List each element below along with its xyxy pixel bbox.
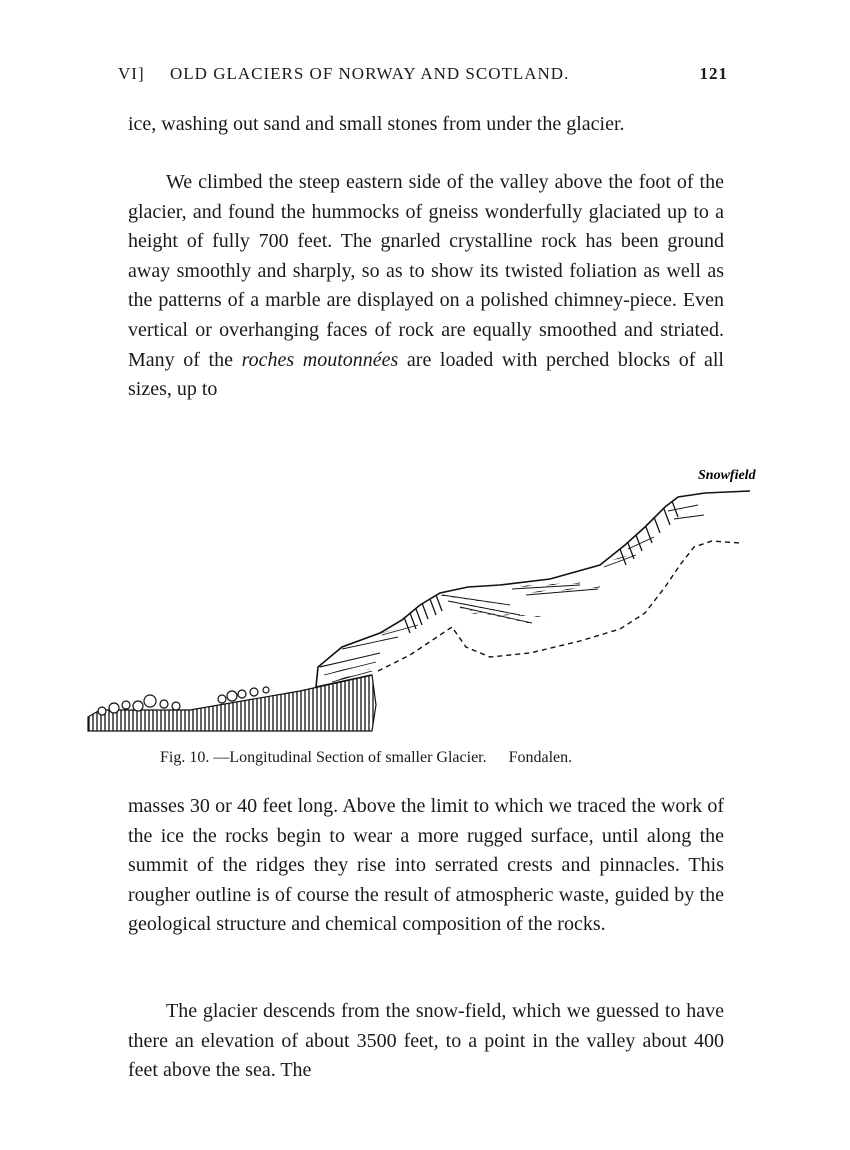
paragraph-3 xyxy=(128,792,724,940)
paragraph-1 xyxy=(128,110,724,140)
running-header xyxy=(118,64,728,90)
paragraph-2 xyxy=(128,168,724,405)
page-number: 121 xyxy=(699,64,728,83)
glacier-strata-lines xyxy=(320,505,704,682)
figure-caption-text: —Longitudinal Section of smaller Glacier. xyxy=(213,749,487,766)
paragraph-2-text-b: are loaded with perched blocks of all sizes, up to xyxy=(128,348,724,401)
paragraph-4 xyxy=(128,997,724,1086)
glacier-strata xyxy=(318,551,640,683)
chapter-number: VI] xyxy=(118,64,145,83)
paragraph-2-text-a: We climbed the steep eastern side of the valley above the foot of the glacier, and found the hummocks of gneiss wonderfully glaciated up to a height of fully 700 feet. The gnarled crystalline rock has been ground away smoothly and sharply, so as to show its twisted foliation as well as the patterns of a marble are displayed on a polished chimney-piece. Even vertical or overhanging faces of rock are equally smoothed and striated. Many of the xyxy=(128,171,724,371)
glacier-surface xyxy=(316,491,750,687)
figure-number: Fig. 10. xyxy=(160,749,210,766)
figure-caption-place: Fondalen. xyxy=(508,749,573,766)
paragraph-2-italic: roches moutonnées xyxy=(241,348,399,371)
figure-caption xyxy=(160,749,720,767)
paragraph-3-text: masses 30 or 40 feet long. Above the limit to which we traced the work of the ice the rocks begin to wear a more rugged surface, until along the summit of the ridges they rise into serrated crests and pinnacles. This rougher outline is of course the result of atmospheric waste, guided by the geological structure and chemical composition of the rocks. xyxy=(128,795,724,936)
running-title: OLD GLACIERS OF NORWAY AND SCOTLAND. xyxy=(170,64,570,83)
glacier-section-drawing xyxy=(80,455,770,745)
paragraph-2-text xyxy=(128,168,724,405)
snowfield-label: Snowfield xyxy=(698,468,756,483)
paragraph-4-text: The glacier descends from the snow-field, which we guessed to have there an elevation of about 3500 feet, to a point in the valley about 400 feet above the sea. The xyxy=(128,1000,724,1082)
crevasse-marks xyxy=(404,501,678,633)
paragraph-1-text: ice, washing out sand and small stones from under the glacier. xyxy=(128,113,625,135)
glacier-section-figure xyxy=(80,455,770,745)
